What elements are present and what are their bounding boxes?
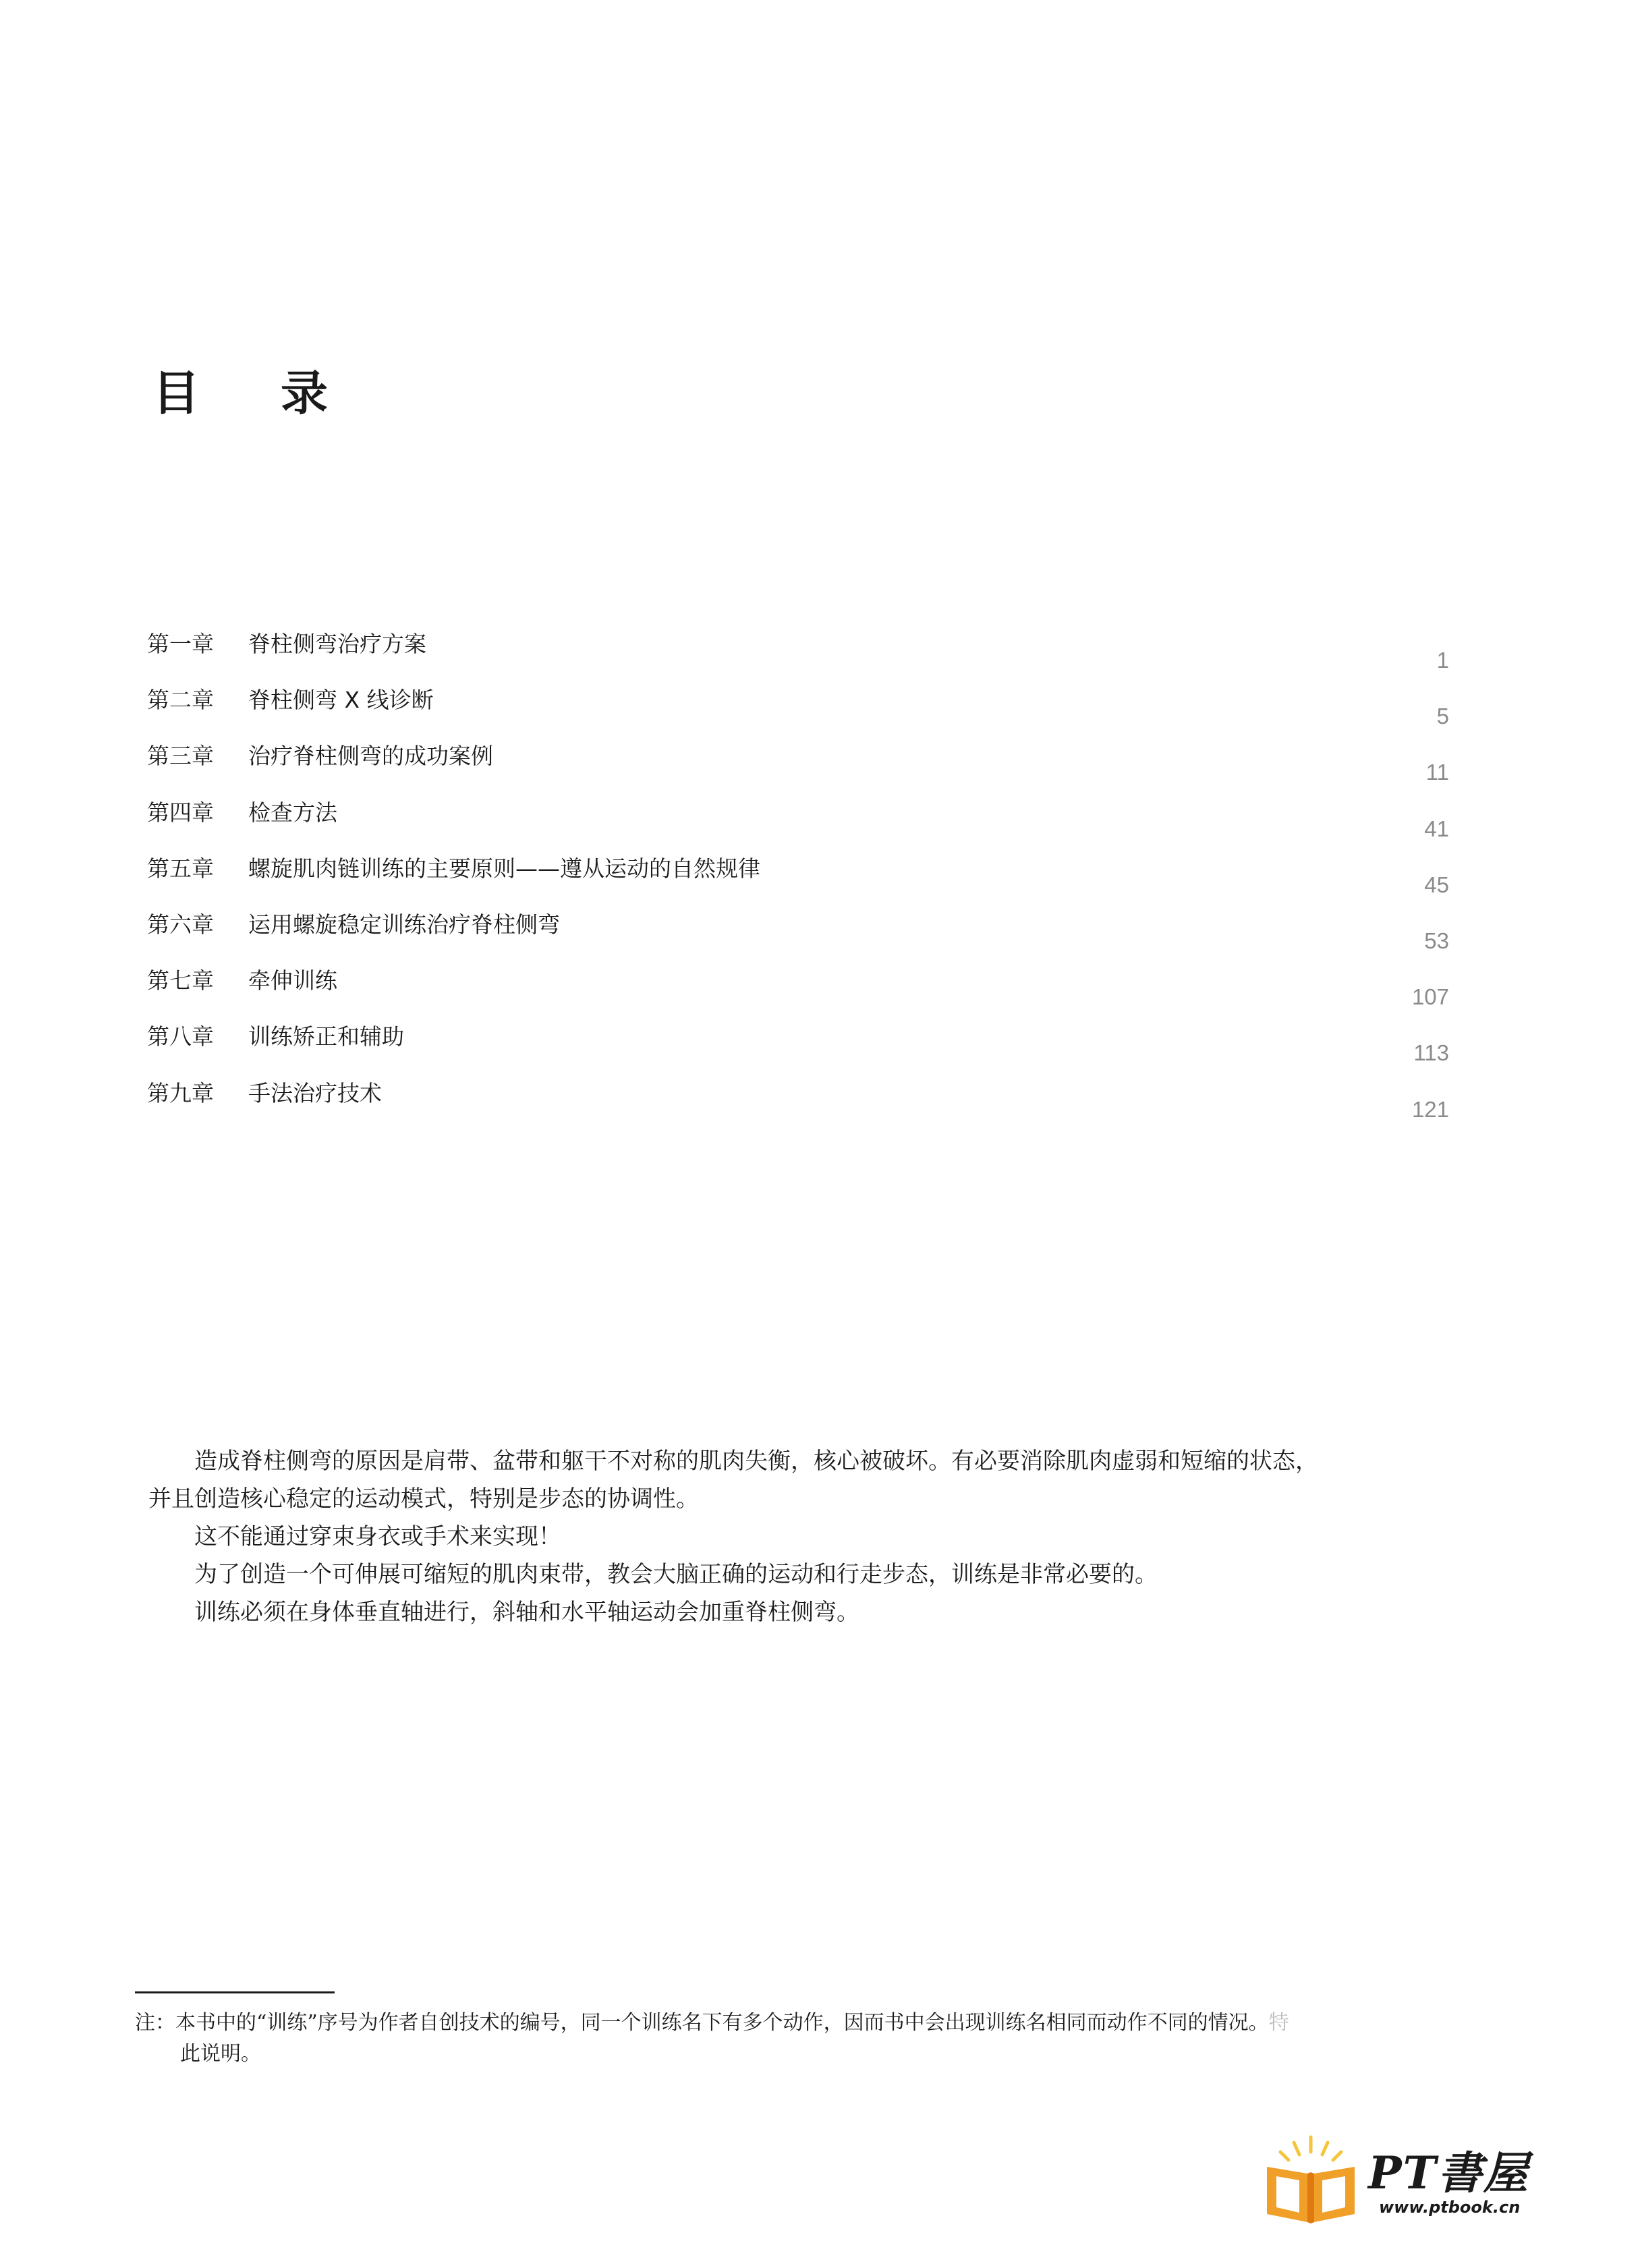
intro-text [148,1442,1450,1631]
footnote-line-2: 此说明。 [180,2042,261,2066]
toc-entry-8[interactable] [147,1020,1449,1076]
toc-chapter-number: 第七章 [147,967,214,994]
toc-chapter-number: 第一章 [147,631,214,657]
toc-page-number: 45 [1424,872,1449,897]
footnote-text: 注：本书中的“训练”序号为作者自创技术的编号，同一个训练名下有多个动作，因而书中会出现训练名相同而动作不同的情况。 [135,2011,1269,2035]
logo-wordmark: PT書屋 [1368,2147,1529,2199]
toc-page-number: 121 [1411,1096,1449,1122]
footnote [135,2008,1457,2070]
intro-paragraph-1-line-2: 并且创造核心稳定的运动模式，特别是步态的协调性。 [148,1485,699,1512]
toc-page-number: 1 [1436,648,1449,673]
toc-chapter-title: 检查方法 [248,799,337,826]
toc-entry-7[interactable] [147,964,1449,1020]
toc-entry-9[interactable] [147,1077,1449,1133]
open-book-icon [1260,2132,1361,2226]
toc-chapter-number: 第六章 [147,911,214,938]
toc-entry-1[interactable] [147,627,1449,683]
toc-chapter-title: 牵伸训练 [248,967,337,994]
toc-chapter-title: 螺旋肌肉链训练的主要原则——遵从运动的自然规律 [248,855,760,882]
toc-chapter-number: 第二章 [147,687,214,714]
toc-page-number: 107 [1411,984,1449,1010]
toc-chapter-title: 脊柱侧弯 X 线诊断 [248,687,434,714]
toc-chapter-number: 第九章 [147,1079,214,1106]
toc-chapter-title: 脊柱侧弯治疗方案 [248,631,426,657]
toc-chapter-title: 运用螺旋稳定训练治疗脊柱侧弯 [248,911,560,938]
toc-page-number: 5 [1436,704,1449,729]
toc-page-number: 41 [1424,816,1449,841]
intro-paragraph-4: 训练必须在身体垂直轴进行，斜轴和水平轴运动会加重脊柱侧弯。 [194,1599,859,1626]
page-title-part1: 目 [152,365,200,421]
footnote-text-tail: 特 [1268,2011,1289,2035]
intro-paragraph-2: 这不能通过穿束身衣或手术来实现！ [194,1523,561,1550]
logo-url: www.ptbook.cn [1379,2198,1521,2217]
toc-chapter-title: 治疗脊柱侧弯的成功案例 [248,743,493,770]
toc-page-number: 53 [1424,928,1449,953]
intro-paragraph-3: 为了创造一个可伸展可缩短的肌肉束带，教会大脑正确的运动和行走步态，训练是非常必要的。 [194,1561,1158,1588]
toc-chapter-number: 第五章 [147,855,214,882]
toc-entry-5[interactable] [147,852,1449,908]
toc-chapter-title: 训练矫正和辅助 [248,1023,404,1050]
intro-paragraph-1-line-1: 造成脊柱侧弯的原因是肩带、盆带和躯干不对称的肌肉失衡，核心被破坏。有必要消除肌肉虚弱和短缩的状态， [194,1448,1318,1475]
toc-chapter-number: 第三章 [147,743,214,770]
page-title-part2: 录 [281,365,328,421]
toc-entry-2[interactable] [147,683,1449,739]
toc-chapter-number: 第八章 [147,1023,214,1050]
toc-chapter-number: 第四章 [147,799,214,826]
toc-entry-4[interactable] [147,796,1449,852]
footnote-line-1 [135,2008,1457,2039]
toc-entry-3[interactable] [147,739,1449,795]
table-of-contents [147,627,1449,1133]
ptbook-watermark-logo [1260,2125,1544,2233]
toc-page-number: 113 [1413,1040,1449,1066]
toc-chapter-title: 手法治疗技术 [248,1079,382,1106]
footnote-divider [135,1991,335,1993]
toc-page-number: 11 [1425,760,1449,785]
sparkle-icon [1280,2137,1341,2160]
toc-entry-6[interactable] [147,908,1449,964]
page-title [152,365,328,421]
